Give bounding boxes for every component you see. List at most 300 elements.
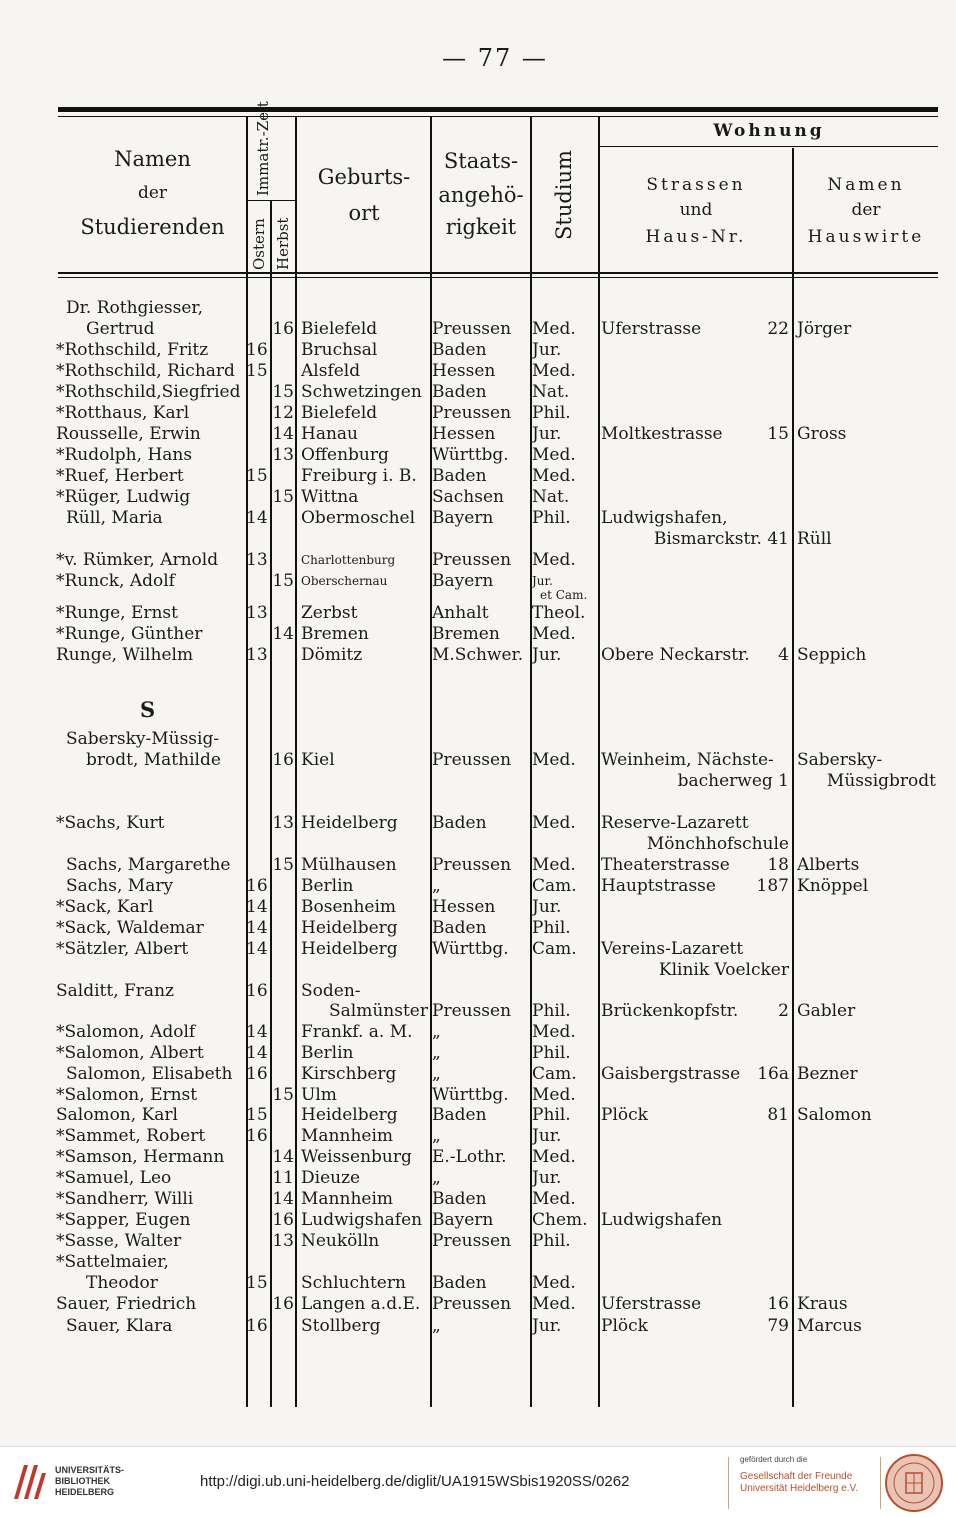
table-row <box>0 487 956 508</box>
street-address: Theaterstrasse <box>601 855 730 875</box>
nationality: Bayern <box>432 571 494 591</box>
field-of-study: Cam. <box>532 1064 577 1084</box>
student-name: *Sapper, Eugen <box>56 1210 191 1230</box>
field-of-study: Jur. <box>532 645 562 665</box>
table-row <box>0 750 956 771</box>
student-name: *Sachs, Kurt <box>56 813 165 833</box>
street-address: Hauptstrasse <box>601 876 716 896</box>
student-name: *Rotthaus, Karl <box>56 403 190 423</box>
nationality: „ <box>432 1168 441 1188</box>
house-number: 2 <box>778 1001 789 1021</box>
header-top-rule-thin <box>58 116 938 117</box>
street-address: Brückenkopfstr. <box>601 1001 739 1021</box>
header-wohnung: Wohnung <box>713 121 825 141</box>
field-of-study: Phil. <box>532 1001 571 1021</box>
header-namen-wirte: Namen <box>827 175 905 195</box>
table-row <box>0 624 956 645</box>
nationality: Baden <box>432 382 487 402</box>
birthplace: Charlottenburg <box>301 553 396 567</box>
header-ostern: Ostern <box>250 218 268 270</box>
landlord-name: Gabler <box>797 1001 856 1021</box>
nationality: Württbg. <box>432 939 509 959</box>
field-of-study: Med. <box>532 550 576 570</box>
house-number: 18 <box>767 855 789 875</box>
table-row <box>0 445 956 466</box>
street-address: Gaisbergstrasse <box>601 1064 741 1084</box>
landlord-name: Bezner <box>797 1064 858 1084</box>
immatr-rule <box>246 200 295 201</box>
header-studium: Studium <box>552 150 576 240</box>
birthplace: Hanau <box>301 424 358 444</box>
house-number: 15 <box>767 424 789 444</box>
nationality: „ <box>432 1043 441 1063</box>
table-row <box>0 1147 956 1168</box>
student-name: Salomon, Elisabeth <box>66 1064 233 1084</box>
library-line-3: HEIDELBERG <box>55 1487 115 1497</box>
nationality: Baden <box>432 918 487 938</box>
immatr-herbst: 14 <box>272 1147 294 1167</box>
immatr-herbst: 16 <box>272 750 294 770</box>
field-of-study: Jur. <box>532 1316 562 1336</box>
landlord-name-cont: Müssigbrodt <box>826 771 936 791</box>
table-row <box>0 1294 956 1315</box>
street-address: Reserve-Lazarett <box>601 813 749 833</box>
birthplace: Mülhausen <box>301 855 397 875</box>
field-of-study-cont: et Cam. <box>540 588 588 602</box>
permalink-url[interactable]: http://digi.ub.uni-heidelberg.de/diglit/UA1915WSbis1920SS/0262 <box>200 1473 630 1490</box>
student-name: Sabersky-Müssig- <box>66 729 220 749</box>
nationality: Preussen <box>432 319 512 339</box>
table-row <box>0 1064 956 1085</box>
student-name: *Sack, Waldemar <box>56 918 204 938</box>
street-address: Uferstrasse <box>601 1294 702 1314</box>
birthplace: Heidelberg <box>301 813 398 833</box>
student-name: brodt, Mathilde <box>86 750 221 770</box>
immatr-herbst: 14 <box>272 424 294 444</box>
table-row <box>0 529 956 550</box>
street-address-cont: bacherweg 1 <box>677 771 789 791</box>
street-address-cont: Klinik Voelcker <box>658 960 789 980</box>
nationality: M.Schwer. <box>432 645 524 665</box>
birthplace: Bosenheim <box>301 897 397 917</box>
birthplace: Wittna <box>301 487 359 507</box>
table-row <box>0 319 956 340</box>
immatr-herbst: 12 <box>272 403 294 423</box>
nationality: Preussen <box>432 1294 512 1314</box>
nationality: Preussen <box>432 1001 512 1021</box>
student-name: *Runge, Günther <box>56 624 203 644</box>
nationality: „ <box>432 876 441 896</box>
house-number: 22 <box>767 319 789 339</box>
street-address: Plöck <box>601 1105 648 1125</box>
header-top-rule <box>58 107 938 112</box>
field-of-study: Med. <box>532 319 576 339</box>
student-name: *Salomon, Adolf <box>56 1022 196 1042</box>
nationality: Anhalt <box>432 603 489 623</box>
student-name: Gertrud <box>86 319 155 339</box>
table-row <box>0 508 956 529</box>
nationality: Preussen <box>432 1231 512 1251</box>
header-ort: ort <box>348 201 380 225</box>
header-hauswirte: Hauswirte <box>807 227 925 247</box>
nationality: „ <box>432 1064 441 1084</box>
field-of-study: Med. <box>532 1273 576 1293</box>
student-name: *Sack, Karl <box>56 897 154 917</box>
landlord-name: Seppich <box>797 645 867 665</box>
immatr-ostern: 14 <box>246 939 268 959</box>
field-of-study: Cam. <box>532 939 577 959</box>
society-line-1: Gesellschaft der Freunde <box>740 1471 853 1482</box>
table-row <box>0 1022 956 1043</box>
field-of-study: Nat. <box>532 382 570 402</box>
nationality: Bayern <box>432 1210 494 1230</box>
table-row <box>0 855 956 876</box>
student-name: Dr. Rothgiesser, <box>66 298 204 318</box>
nationality: Baden <box>432 340 487 360</box>
immatr-ostern: 15 <box>246 361 268 381</box>
table-row <box>0 403 956 424</box>
nationality: Sachsen <box>432 487 504 507</box>
nationality: Hessen <box>432 424 496 444</box>
field-of-study: Jur. <box>532 1126 562 1146</box>
table-row <box>0 1043 956 1064</box>
street-address-cont: Bismarckstr. 41 <box>653 529 789 549</box>
field-of-study: Chem. <box>532 1210 588 1230</box>
nationality: Preussen <box>432 750 512 770</box>
immatr-ostern: 13 <box>246 603 268 623</box>
street-address: Vereins-Lazarett <box>601 939 744 959</box>
birthplace-cont: Salmünster <box>329 1001 428 1021</box>
section-letter: S <box>140 697 156 722</box>
landlord-name: Sabersky- <box>797 750 883 770</box>
field-of-study: Cam. <box>532 876 577 896</box>
immatr-ostern: 13 <box>246 550 268 570</box>
immatr-herbst: 11 <box>272 1168 294 1188</box>
immatr-ostern: 15 <box>246 466 268 486</box>
footer-bar <box>0 1446 956 1517</box>
street-address: Moltkestrasse <box>601 424 723 444</box>
field-of-study: Med. <box>532 361 576 381</box>
street-address: Ludwigshafen, <box>601 508 728 528</box>
immatr-herbst: 13 <box>272 1231 294 1251</box>
house-number: 187 <box>756 876 789 896</box>
nationality: Hessen <box>432 897 496 917</box>
landlord-name: Kraus <box>797 1294 848 1314</box>
student-name: Sachs, Mary <box>66 876 174 896</box>
library-logo-icon <box>10 1459 48 1503</box>
table-row <box>0 298 956 319</box>
header-und: und <box>679 200 713 220</box>
student-name: *Samson, Hermann <box>56 1147 225 1167</box>
immatr-herbst: 13 <box>272 445 294 465</box>
landlord-name: Rüll <box>797 529 832 549</box>
page-number: — 77 — <box>442 44 548 72</box>
student-name: Sauer, Friedrich <box>56 1294 197 1314</box>
street-address: Uferstrasse <box>601 319 702 339</box>
field-of-study: Nat. <box>532 487 570 507</box>
immatr-ostern: 14 <box>246 1022 268 1042</box>
birthplace: Heidelberg <box>301 918 398 938</box>
street-address: Obere Neckarstr. <box>601 645 750 665</box>
table-row <box>0 466 956 487</box>
table-row <box>0 1273 956 1294</box>
table-row <box>0 1126 956 1147</box>
birthplace: Stollberg <box>301 1316 381 1336</box>
birthplace: Mannheim <box>301 1189 394 1209</box>
birthplace: Mannheim <box>301 1126 394 1146</box>
immatr-ostern: 16 <box>246 1316 268 1336</box>
society-name <box>740 1471 858 1495</box>
table-row <box>0 340 956 361</box>
table-row <box>0 918 956 939</box>
immatr-herbst: 16 <box>272 319 294 339</box>
table-row <box>0 1252 956 1273</box>
birthplace: Schluchtern <box>301 1273 406 1293</box>
library-name <box>55 1465 124 1498</box>
nationality: Baden <box>432 813 487 833</box>
house-number: 81 <box>767 1105 789 1125</box>
table-row <box>0 645 956 666</box>
field-of-study: Phil. <box>532 508 571 528</box>
student-name: *Rothschild, Fritz <box>56 340 209 360</box>
birthplace: Heidelberg <box>301 1105 398 1125</box>
field-of-study: Phil. <box>532 1231 571 1251</box>
nationality: Württbg. <box>432 445 509 465</box>
table-row <box>0 1316 956 1337</box>
field-of-study: Med. <box>532 1085 576 1105</box>
field-of-study: Med. <box>532 855 576 875</box>
student-name: *Rüger, Ludwig <box>56 487 191 507</box>
student-name: *Sätzler, Albert <box>56 939 189 959</box>
university-seal-icon <box>884 1453 944 1513</box>
landlord-name: Gross <box>797 424 847 444</box>
landlord-name: Jörger <box>797 319 852 339</box>
header-herbst: Herbst <box>274 217 292 270</box>
nationality: Baden <box>432 1189 487 1209</box>
header-staats: Staats- <box>443 149 519 173</box>
immatr-herbst: 16 <box>272 1210 294 1230</box>
student-name: Salditt, Franz <box>56 981 174 1001</box>
landlord-name: Salomon <box>797 1105 872 1125</box>
nationality: „ <box>432 1126 441 1146</box>
birthplace: Zerbst <box>301 603 358 623</box>
student-name: *Rothschild, Richard <box>56 361 235 381</box>
field-of-study: Med. <box>532 813 576 833</box>
wohnung-rule <box>598 146 938 147</box>
table-row <box>0 771 956 792</box>
nationality: „ <box>432 1316 441 1336</box>
student-name: *Samuel, Leo <box>56 1168 172 1188</box>
house-number: 4 <box>778 645 789 665</box>
student-name: *v. Rümker, Arnold <box>56 550 219 570</box>
nationality: Preussen <box>432 855 512 875</box>
street-address-cont: Mönchhofschule <box>646 834 789 854</box>
immatr-herbst: 15 <box>272 1085 294 1105</box>
birthplace: Schwetzingen <box>301 382 422 402</box>
table-row <box>0 382 956 403</box>
header-namen: Namen <box>114 147 191 171</box>
header-rigkeit: rigkeit <box>445 215 517 239</box>
field-of-study: Med. <box>532 624 576 644</box>
birthplace: Obermoschel <box>301 508 416 528</box>
birthplace: Bielefeld <box>301 319 378 339</box>
header-angehoe: angehö- <box>438 183 524 207</box>
header-strassen: Strassen <box>646 175 746 195</box>
header-bottom-rule <box>58 272 938 274</box>
birthplace: Dieuze <box>301 1168 361 1188</box>
student-name: *Sammet, Robert <box>56 1126 206 1146</box>
library-line-2: BIBLIOTHEK <box>55 1476 110 1486</box>
field-of-study: Phil. <box>532 1043 571 1063</box>
student-name: Rüll, Maria <box>66 508 163 528</box>
field-of-study: Jur. <box>532 897 562 917</box>
table-row <box>0 1189 956 1210</box>
field-of-study: Phil. <box>532 918 571 938</box>
table-row <box>0 729 956 750</box>
immatr-ostern: 14 <box>246 508 268 528</box>
header-der-wirte: der <box>851 200 881 220</box>
birthplace: Kiel <box>301 750 335 770</box>
landlord-name: Marcus <box>797 1316 862 1336</box>
nationality: Preussen <box>432 550 512 570</box>
birthplace: Offenburg <box>301 445 389 465</box>
immatr-ostern: 13 <box>246 645 268 665</box>
student-name: *Salomon, Albert <box>56 1043 204 1063</box>
immatr-herbst: 15 <box>272 571 294 591</box>
immatr-herbst: 14 <box>272 1189 294 1209</box>
table-row <box>0 981 956 1002</box>
nationality: Württbg. <box>432 1085 509 1105</box>
house-number: 79 <box>767 1316 789 1336</box>
immatr-ostern: 15 <box>246 1105 268 1125</box>
table-row <box>0 939 956 960</box>
street-address: Plöck <box>601 1316 648 1336</box>
student-name: Theodor <box>86 1273 158 1293</box>
society-line-2: Universität Heidelberg e.V. <box>740 1483 859 1494</box>
student-name: Salomon, Karl <box>56 1105 178 1125</box>
nationality: Hessen <box>432 361 496 381</box>
header-immatr-zeit: Immatr.-Zeit <box>254 101 272 196</box>
nationality: Preussen <box>432 403 512 423</box>
field-of-study: Med. <box>532 1189 576 1209</box>
immatr-ostern: 16 <box>246 1064 268 1084</box>
table-row <box>0 1105 956 1126</box>
footer-divider <box>728 1457 729 1509</box>
student-name: *Ruef, Herbert <box>56 466 184 486</box>
table-row <box>0 550 956 571</box>
student-name: *Sandherr, Willi <box>56 1189 194 1209</box>
nationality: Baden <box>432 466 487 486</box>
immatr-ostern: 14 <box>246 897 268 917</box>
nationality: Baden <box>432 1273 487 1293</box>
birthplace: Berlin <box>301 1043 354 1063</box>
field-of-study: Med. <box>532 750 576 770</box>
field-of-study: Jur. <box>532 340 562 360</box>
field-of-study: Jur. <box>532 424 562 444</box>
footer-divider-2 <box>880 1457 881 1509</box>
student-name: *Runck, Adolf <box>56 571 175 591</box>
immatr-herbst: 13 <box>272 813 294 833</box>
field-of-study: Med. <box>532 1294 576 1314</box>
house-number: 16a <box>757 1064 789 1084</box>
table-row <box>0 1210 956 1231</box>
student-name: *Sasse, Walter <box>56 1231 182 1251</box>
immatr-ostern: 14 <box>246 1043 268 1063</box>
field-of-study: Phil. <box>532 403 571 423</box>
immatr-ostern: 16 <box>246 1126 268 1146</box>
immatr-ostern: 14 <box>246 918 268 938</box>
birthplace: Bremen <box>301 624 369 644</box>
immatr-herbst: 14 <box>272 624 294 644</box>
birthplace: Freiburg i. B. <box>301 466 417 486</box>
immatr-herbst: 16 <box>272 1294 294 1314</box>
house-number: 16 <box>767 1294 789 1314</box>
header-studierenden: Studierenden <box>80 215 225 239</box>
birthplace: Ulm <box>301 1085 337 1105</box>
field-of-study: Phil. <box>532 1105 571 1125</box>
field-of-study: Med. <box>532 1022 576 1042</box>
nationality: Baden <box>432 1105 487 1125</box>
table-row <box>0 571 956 602</box>
birthplace: Alsfeld <box>301 361 361 381</box>
nationality: E.-Lothr. <box>432 1147 507 1167</box>
immatr-herbst: 15 <box>272 382 294 402</box>
student-name: Rousselle, Erwin <box>56 424 201 444</box>
birthplace: Kirschberg <box>301 1064 397 1084</box>
birthplace: Langen a.d.E. <box>301 1294 421 1314</box>
student-name: *Rudolph, Hans <box>56 445 193 465</box>
birthplace: Dömitz <box>301 645 363 665</box>
student-name: *Runge, Ernst <box>56 603 178 623</box>
student-name: *Sattelmaier, <box>56 1252 169 1272</box>
table-row <box>0 834 956 855</box>
landlord-name: Knöppel <box>797 876 869 896</box>
birthplace: Oberschernau <box>301 574 388 588</box>
table-row <box>0 424 956 445</box>
table-row <box>0 603 956 624</box>
immatr-herbst: 15 <box>272 487 294 507</box>
table-row <box>0 1231 956 1252</box>
supported-by-text: gefördert durch die <box>740 1455 808 1464</box>
field-of-study: Med. <box>532 466 576 486</box>
birthplace: Ludwigshafen <box>301 1210 423 1230</box>
nationality: Bayern <box>432 508 494 528</box>
immatr-herbst: 15 <box>272 855 294 875</box>
table-row <box>0 960 956 981</box>
immatr-ostern: 16 <box>246 340 268 360</box>
nationality: „ <box>432 1022 441 1042</box>
field-of-study: Jur. <box>532 574 553 588</box>
student-name: Runge, Wilhelm <box>56 645 194 665</box>
field-of-study: Med. <box>532 1147 576 1167</box>
nationality: Bremen <box>432 624 500 644</box>
header-haus-nr: Haus-Nr. <box>645 227 747 247</box>
immatr-ostern: 15 <box>246 1273 268 1293</box>
student-name: Sachs, Margarethe <box>66 855 231 875</box>
header-bottom-rule-thin <box>58 277 938 278</box>
table-row <box>0 876 956 897</box>
library-line-1: UNIVERSITÄTS- <box>55 1465 125 1475</box>
table-row <box>0 813 956 834</box>
header-der: der <box>137 183 168 203</box>
student-name: *Salomon, Ernst <box>56 1085 198 1105</box>
table-row <box>0 897 956 918</box>
header-geburts: Geburts- <box>317 165 411 189</box>
field-of-study: Jur. <box>532 1168 562 1188</box>
table-row <box>0 1001 956 1022</box>
birthplace: Heidelberg <box>301 939 398 959</box>
field-of-study: Theol. <box>532 603 586 623</box>
